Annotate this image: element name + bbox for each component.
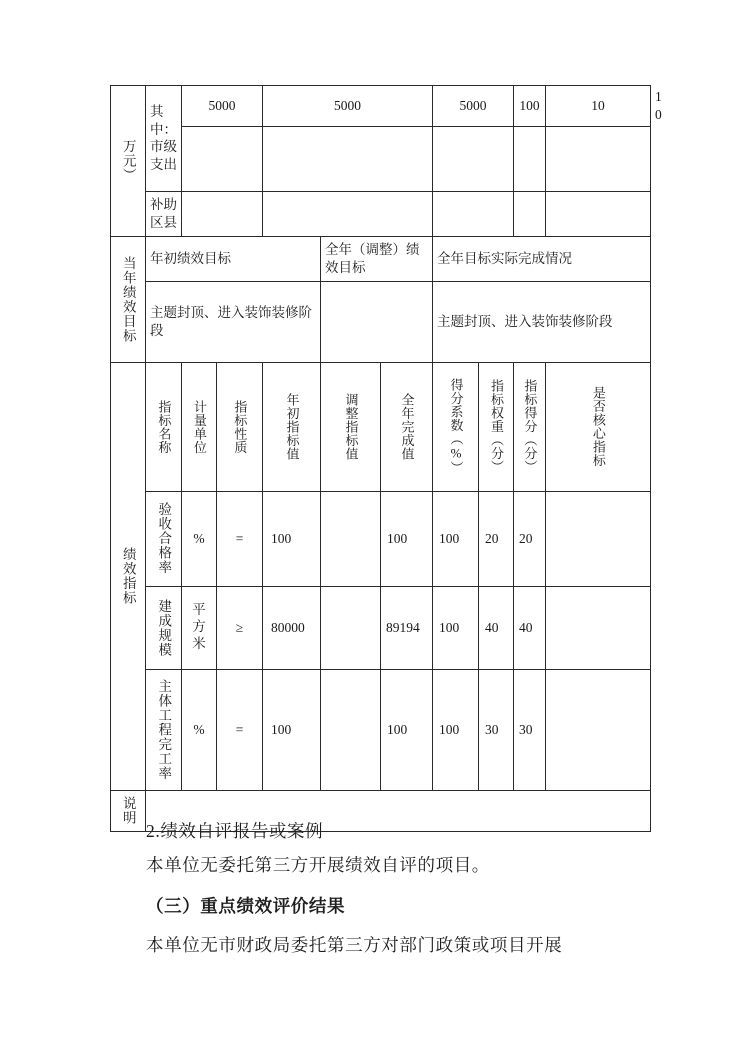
amount-cell-5: 10	[546, 86, 651, 127]
city-exp-cell-5	[546, 126, 651, 191]
indicator-1-initial-value: 100	[263, 491, 321, 586]
indicator-2-unit: 平方米	[182, 586, 217, 669]
performance-self-evaluation-table	[110, 85, 662, 832]
district-cell-1	[182, 191, 263, 236]
indicator-1-score-coefficient: 100	[433, 491, 479, 586]
table-row-indicator-2	[111, 586, 651, 669]
indicator-header-score: 指标得分（分）	[514, 362, 546, 491]
indicator-header-initial-value: 年初指标值	[263, 362, 321, 491]
indicator-1-score: 20	[514, 491, 546, 586]
table-row-district-subsidy	[111, 191, 651, 236]
amount-cell-3: 5000	[433, 86, 514, 127]
indicator-3-is-core	[546, 669, 651, 790]
indicator-2-nature: ≥	[217, 586, 263, 669]
indicator-header-weight: 指标权重（分）	[479, 362, 514, 491]
indicator-header-score-coefficient: 得分系数（%）	[433, 362, 479, 491]
section-heading-key-evaluation: （三）重点绩效评价结果	[146, 896, 346, 916]
indicator-2-adjusted-value	[321, 586, 381, 669]
indicator-header-adjusted-value: 调整指标值	[321, 362, 381, 491]
subrow-a-label: 其中：市级支出	[150, 103, 177, 173]
indicator-2-score: 40	[514, 586, 546, 669]
annual-goal-side-label: 当年绩效目标	[120, 255, 136, 343]
indicator-3-name: 主体工程完工率	[156, 678, 172, 781]
paragraph-self-eval-report: 本单位无委托第三方开展绩效自评的项目。	[146, 855, 490, 875]
subrow-b-label: 补助区县	[146, 191, 182, 236]
city-exp-cell-3	[433, 126, 514, 191]
district-cell-2	[263, 191, 433, 236]
goal-value-initial: 主题封顶、进入装饰装修阶段	[146, 281, 321, 362]
indicator-1-is-core	[546, 491, 651, 586]
indicator-1-adjusted-value	[321, 491, 381, 586]
unit-label-cell	[111, 86, 146, 237]
city-exp-cell-2	[263, 126, 433, 191]
table-row-indicator-1	[111, 491, 651, 586]
indicator-1-completed-value: 100	[381, 491, 433, 586]
city-exp-cell-1	[182, 126, 263, 191]
district-cell-3	[433, 191, 514, 236]
goal-value-adjusted	[321, 281, 433, 362]
amount-cell-1: 5000	[182, 86, 263, 127]
amount-cell-2: 5000	[263, 86, 433, 127]
indicator-2-name: 建成规模	[156, 598, 172, 657]
indicator-3-score: 30	[514, 669, 546, 790]
indicator-header-completed-value: 全年完成值	[381, 362, 433, 491]
unit-label: 万元）	[120, 139, 136, 183]
indicators-side-label: 绩效指标	[120, 547, 136, 606]
indicator-1-unit: %	[182, 491, 217, 586]
indicator-3-weight: 30	[479, 669, 514, 790]
indicator-2-name-cell	[146, 586, 182, 669]
indicator-3-unit: %	[182, 669, 217, 790]
indicator-header-is-core: 是否核心指标	[546, 362, 651, 491]
table-row-goal-headers	[111, 236, 651, 281]
indicators-side-label-cell	[111, 362, 146, 790]
table-row-city-expenditure	[111, 126, 651, 191]
city-exp-cell-4	[514, 126, 546, 191]
district-cell-5	[546, 191, 651, 236]
goal-header-initial: 年初绩效目标	[146, 236, 321, 281]
indicator-header-nature: 指标性质	[217, 362, 263, 491]
goal-value-actual: 主题封顶、进入装饰装修阶段	[433, 281, 651, 362]
indicator-3-nature: =	[217, 669, 263, 790]
paragraph-key-evaluation: 本单位无市财政局委托第三方对部门政策或项目开展	[146, 935, 563, 955]
indicator-3-adjusted-value	[321, 669, 381, 790]
indicator-3-name-cell	[146, 669, 182, 790]
note-label: 说明	[120, 796, 136, 826]
indicator-1-name-cell	[146, 491, 182, 586]
indicator-3-completed-value: 100	[381, 669, 433, 790]
indicator-header-unit: 计量单位	[182, 362, 217, 491]
indicator-1-nature: =	[217, 491, 263, 586]
goal-header-actual: 全年目标实际完成情况	[433, 236, 651, 281]
indicator-1-name: 验收合格率	[156, 502, 172, 575]
indicator-2-completed-value: 89194	[381, 586, 433, 669]
table-row-goal-values	[111, 281, 651, 362]
note-label-cell	[111, 790, 146, 831]
amount-cell-4: 100	[514, 86, 546, 127]
indicator-2-weight: 40	[479, 586, 514, 669]
subrow-a-label-cell	[146, 86, 182, 192]
goal-header-adjusted: 全年（调整）绩效目标	[321, 236, 433, 281]
table-row-indicator-headers	[111, 362, 651, 491]
indicator-2-is-core	[546, 586, 651, 669]
section-heading-self-eval-report: 2.绩效自评报告或案例	[146, 821, 324, 841]
table-row-amounts: 万元） 其中：市级支出 5000 5000 5000 100 10 10	[111, 86, 651, 127]
annual-goal-side-label-cell	[111, 236, 146, 362]
indicator-3-initial-value: 100	[263, 669, 321, 790]
indicator-3-score-coefficient: 100	[433, 669, 479, 790]
indicator-2-initial-value: 80000	[263, 586, 321, 669]
indicator-1-weight: 20	[479, 491, 514, 586]
indicator-header-name: 指标名称	[146, 362, 182, 491]
district-cell-4	[514, 191, 546, 236]
table-row-indicator-3	[111, 669, 651, 790]
indicator-2-score-coefficient: 100	[433, 586, 479, 669]
